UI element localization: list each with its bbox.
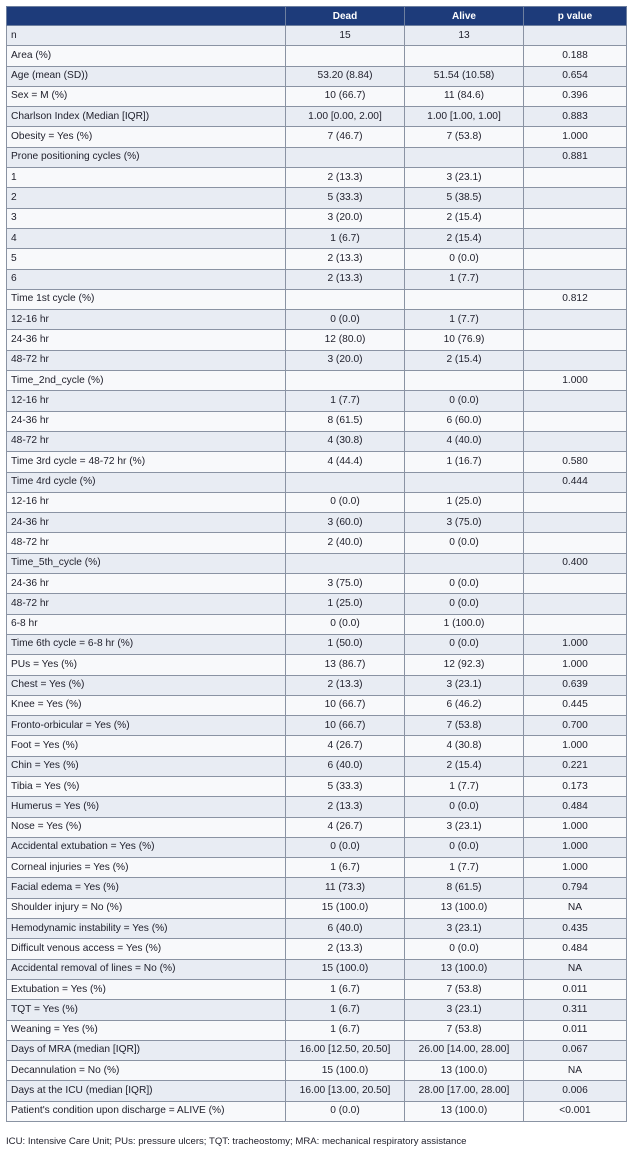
table-row	[7, 289, 627, 309]
table-row	[7, 513, 627, 533]
alive-cell: 0 (0.0)	[405, 837, 524, 857]
variable-cell: 24-36 hr	[7, 513, 286, 533]
variable-cell: Time 1st cycle (%)	[7, 289, 286, 309]
variable-cell: Days at the ICU (median [IQR])	[7, 1081, 286, 1101]
dead-cell: 1 (25.0)	[286, 594, 405, 614]
p-value-cell	[524, 26, 627, 46]
dead-cell: 1 (6.7)	[286, 228, 405, 248]
table-row	[7, 797, 627, 817]
table-row	[7, 168, 627, 188]
dead-cell: 7 (46.7)	[286, 127, 405, 147]
alive-cell: 1 (7.7)	[405, 269, 524, 289]
variable-cell: Knee = Yes (%)	[7, 695, 286, 715]
table-row	[7, 979, 627, 999]
variable-cell: 5	[7, 249, 286, 269]
table-row	[7, 1081, 627, 1101]
header-cell-dead: Dead	[286, 7, 405, 26]
table-row	[7, 350, 627, 370]
variable-cell: Chin = Yes (%)	[7, 756, 286, 776]
table-row	[7, 1101, 627, 1121]
alive-cell	[405, 46, 524, 66]
dead-cell: 2 (13.3)	[286, 249, 405, 269]
dead-cell: 3 (20.0)	[286, 350, 405, 370]
alive-cell: 1 (7.7)	[405, 776, 524, 796]
dead-cell: 5 (33.3)	[286, 188, 405, 208]
dead-cell: 10 (66.7)	[286, 86, 405, 106]
variable-cell: 6-8 hr	[7, 614, 286, 634]
p-value-cell: NA	[524, 1061, 627, 1081]
p-value-cell	[524, 411, 627, 431]
dead-cell: 1 (50.0)	[286, 634, 405, 654]
dead-cell: 0 (0.0)	[286, 1101, 405, 1121]
table-row	[7, 898, 627, 918]
variable-cell: Corneal injuries = Yes (%)	[7, 858, 286, 878]
table-row	[7, 249, 627, 269]
variable-cell: 24-36 hr	[7, 330, 286, 350]
table-row	[7, 919, 627, 939]
p-value-cell: 0.484	[524, 939, 627, 959]
table-row	[7, 1040, 627, 1060]
table-row	[7, 939, 627, 959]
variable-cell: TQT = Yes (%)	[7, 1000, 286, 1020]
alive-cell: 6 (60.0)	[405, 411, 524, 431]
table-container	[6, 6, 626, 1122]
p-value-cell: 0.484	[524, 797, 627, 817]
table-row	[7, 574, 627, 594]
alive-cell: 3 (23.1)	[405, 817, 524, 837]
alive-cell: 8 (61.5)	[405, 878, 524, 898]
table-row	[7, 878, 627, 898]
table-row	[7, 817, 627, 837]
p-value-cell	[524, 310, 627, 330]
p-value-cell	[524, 269, 627, 289]
table-row	[7, 553, 627, 573]
dead-cell: 0 (0.0)	[286, 837, 405, 857]
dead-cell	[286, 289, 405, 309]
p-value-cell	[524, 330, 627, 350]
table-row	[7, 776, 627, 796]
alive-cell: 0 (0.0)	[405, 939, 524, 959]
dead-cell: 0 (0.0)	[286, 614, 405, 634]
variable-cell: Prone positioning cycles (%)	[7, 147, 286, 167]
p-value-cell	[524, 391, 627, 411]
variable-cell: Weaning = Yes (%)	[7, 1020, 286, 1040]
dead-cell: 8 (61.5)	[286, 411, 405, 431]
alive-cell: 1 (7.7)	[405, 310, 524, 330]
variable-cell: Charlson Index (Median [IQR])	[7, 107, 286, 127]
p-value-cell: 1.000	[524, 736, 627, 756]
p-value-cell: 0.639	[524, 675, 627, 695]
dead-cell: 1 (6.7)	[286, 858, 405, 878]
alive-cell: 3 (23.1)	[405, 675, 524, 695]
header-cell-alive: Alive	[405, 7, 524, 26]
table-row	[7, 46, 627, 66]
dead-cell: 16.00 [12.50, 20.50]	[286, 1040, 405, 1060]
variable-cell: 12-16 hr	[7, 391, 286, 411]
p-value-cell: 0.011	[524, 979, 627, 999]
dead-cell	[286, 147, 405, 167]
table-row	[7, 1020, 627, 1040]
table-row	[7, 959, 627, 979]
p-value-cell	[524, 431, 627, 451]
alive-cell: 0 (0.0)	[405, 249, 524, 269]
p-value-cell: 0.881	[524, 147, 627, 167]
p-value-cell	[524, 513, 627, 533]
table-row	[7, 411, 627, 431]
variable-cell: Accidental removal of lines = No (%)	[7, 959, 286, 979]
data-table	[6, 6, 627, 1122]
header-cell-p-value: p value	[524, 7, 627, 26]
variable-cell: 48-72 hr	[7, 431, 286, 451]
variable-cell: 24-36 hr	[7, 411, 286, 431]
alive-cell	[405, 553, 524, 573]
p-value-cell: 0.011	[524, 1020, 627, 1040]
dead-cell: 3 (20.0)	[286, 208, 405, 228]
dead-cell: 1 (6.7)	[286, 1000, 405, 1020]
dead-cell: 53.20 (8.84)	[286, 66, 405, 86]
dead-cell: 15	[286, 26, 405, 46]
table-row	[7, 228, 627, 248]
p-value-cell: 1.000	[524, 655, 627, 675]
p-value-cell	[524, 249, 627, 269]
alive-cell: 51.54 (10.58)	[405, 66, 524, 86]
p-value-cell: 1.000	[524, 858, 627, 878]
p-value-cell: 0.067	[524, 1040, 627, 1060]
table-header	[7, 7, 627, 26]
table-row	[7, 675, 627, 695]
dead-cell: 4 (44.4)	[286, 452, 405, 472]
header-row	[7, 7, 627, 26]
variable-cell: 12-16 hr	[7, 310, 286, 330]
table-row	[7, 1000, 627, 1020]
p-value-cell: 0.445	[524, 695, 627, 715]
table-row	[7, 837, 627, 857]
alive-cell: 0 (0.0)	[405, 574, 524, 594]
variable-cell: Sex = M (%)	[7, 86, 286, 106]
dead-cell: 12 (80.0)	[286, 330, 405, 350]
table-row	[7, 858, 627, 878]
p-value-cell: 1.000	[524, 837, 627, 857]
table-row	[7, 107, 627, 127]
p-value-cell	[524, 350, 627, 370]
table-row	[7, 1061, 627, 1081]
p-value-cell: NA	[524, 898, 627, 918]
p-value-cell: 0.173	[524, 776, 627, 796]
table-row	[7, 756, 627, 776]
dead-cell: 13 (86.7)	[286, 655, 405, 675]
dead-cell: 15 (100.0)	[286, 959, 405, 979]
alive-cell: 26.00 [14.00, 28.00]	[405, 1040, 524, 1060]
variable-cell: Nose = Yes (%)	[7, 817, 286, 837]
table-row	[7, 472, 627, 492]
table-row	[7, 371, 627, 391]
p-value-cell: 1.000	[524, 817, 627, 837]
variable-cell: Patient's condition upon discharge = ALIVE (%)	[7, 1101, 286, 1121]
table-row	[7, 86, 627, 106]
dead-cell: 10 (66.7)	[286, 695, 405, 715]
p-value-cell: 0.006	[524, 1081, 627, 1101]
dead-cell: 4 (26.7)	[286, 736, 405, 756]
variable-cell: 1	[7, 168, 286, 188]
alive-cell: 4 (40.0)	[405, 431, 524, 451]
table-row	[7, 452, 627, 472]
dead-cell: 1 (6.7)	[286, 1020, 405, 1040]
dead-cell: 2 (40.0)	[286, 533, 405, 553]
dead-cell: 0 (0.0)	[286, 492, 405, 512]
p-value-cell: 0.794	[524, 878, 627, 898]
table-row	[7, 127, 627, 147]
alive-cell: 6 (46.2)	[405, 695, 524, 715]
dead-cell: 15 (100.0)	[286, 898, 405, 918]
alive-cell: 10 (76.9)	[405, 330, 524, 350]
table-row	[7, 492, 627, 512]
p-value-cell: 0.444	[524, 472, 627, 492]
variable-cell: n	[7, 26, 286, 46]
alive-cell: 2 (15.4)	[405, 208, 524, 228]
variable-cell: Accidental extubation = Yes (%)	[7, 837, 286, 857]
dead-cell: 5 (33.3)	[286, 776, 405, 796]
table-row	[7, 716, 627, 736]
dead-cell	[286, 46, 405, 66]
variable-cell: Decannulation = No (%)	[7, 1061, 286, 1081]
alive-cell: 1 (100.0)	[405, 614, 524, 634]
table-row	[7, 594, 627, 614]
alive-cell	[405, 371, 524, 391]
p-value-cell	[524, 492, 627, 512]
p-value-cell	[524, 208, 627, 228]
p-value-cell: 1.000	[524, 634, 627, 654]
table-row	[7, 391, 627, 411]
dead-cell: 10 (66.7)	[286, 716, 405, 736]
alive-cell	[405, 289, 524, 309]
p-value-cell: 0.700	[524, 716, 627, 736]
alive-cell: 4 (30.8)	[405, 736, 524, 756]
dead-cell	[286, 472, 405, 492]
alive-cell: 2 (15.4)	[405, 756, 524, 776]
variable-cell: 24-36 hr	[7, 574, 286, 594]
dead-cell: 6 (40.0)	[286, 919, 405, 939]
table-row	[7, 634, 627, 654]
p-value-cell	[524, 533, 627, 553]
dead-cell: 1 (6.7)	[286, 979, 405, 999]
alive-cell: 0 (0.0)	[405, 533, 524, 553]
p-value-cell: 0.812	[524, 289, 627, 309]
p-value-cell: 0.221	[524, 756, 627, 776]
dead-cell: 1 (7.7)	[286, 391, 405, 411]
p-value-cell: 0.311	[524, 1000, 627, 1020]
dead-cell: 2 (13.3)	[286, 168, 405, 188]
alive-cell: 3 (75.0)	[405, 513, 524, 533]
dead-cell: 16.00 [13.00, 20.50]	[286, 1081, 405, 1101]
variable-cell: 48-72 hr	[7, 533, 286, 553]
alive-cell: 0 (0.0)	[405, 797, 524, 817]
alive-cell: 3 (23.1)	[405, 168, 524, 188]
alive-cell: 0 (0.0)	[405, 634, 524, 654]
alive-cell: 1 (16.7)	[405, 452, 524, 472]
variable-cell: Time 4rd cycle (%)	[7, 472, 286, 492]
table-row	[7, 269, 627, 289]
header-cell-variable	[7, 7, 286, 26]
variable-cell: PUs = Yes (%)	[7, 655, 286, 675]
p-value-cell: <0.001	[524, 1101, 627, 1121]
dead-cell: 2 (13.3)	[286, 675, 405, 695]
p-value-cell: 1.000	[524, 127, 627, 147]
alive-cell: 28.00 [17.00, 28.00]	[405, 1081, 524, 1101]
table-row	[7, 147, 627, 167]
variable-cell: Time 6th cycle = 6-8 hr (%)	[7, 634, 286, 654]
dead-cell: 3 (75.0)	[286, 574, 405, 594]
alive-cell: 2 (15.4)	[405, 350, 524, 370]
alive-cell: 5 (38.5)	[405, 188, 524, 208]
dead-cell: 6 (40.0)	[286, 756, 405, 776]
table-row	[7, 330, 627, 350]
dead-cell: 15 (100.0)	[286, 1061, 405, 1081]
table-row	[7, 695, 627, 715]
variable-cell: Humerus = Yes (%)	[7, 797, 286, 817]
table-row	[7, 188, 627, 208]
alive-cell: 1 (25.0)	[405, 492, 524, 512]
dead-cell: 2 (13.3)	[286, 939, 405, 959]
alive-cell: 2 (15.4)	[405, 228, 524, 248]
p-value-cell: 0.188	[524, 46, 627, 66]
alive-cell: 13 (100.0)	[405, 959, 524, 979]
variable-cell: 12-16 hr	[7, 492, 286, 512]
variable-cell: 48-72 hr	[7, 594, 286, 614]
alive-cell: 12 (92.3)	[405, 655, 524, 675]
p-value-cell	[524, 594, 627, 614]
variable-cell: Foot = Yes (%)	[7, 736, 286, 756]
variable-cell: 4	[7, 228, 286, 248]
variable-cell: 3	[7, 208, 286, 228]
variable-cell: Shoulder injury = No (%)	[7, 898, 286, 918]
alive-cell: 0 (0.0)	[405, 594, 524, 614]
variable-cell: Time_2nd_cycle (%)	[7, 371, 286, 391]
dead-cell	[286, 553, 405, 573]
table-row	[7, 66, 627, 86]
variable-cell: Tibia = Yes (%)	[7, 776, 286, 796]
alive-cell: 3 (23.1)	[405, 1000, 524, 1020]
dead-cell: 4 (26.7)	[286, 817, 405, 837]
variable-cell: Days of MRA (median [IQR])	[7, 1040, 286, 1060]
variable-cell: Extubation = Yes (%)	[7, 979, 286, 999]
alive-cell: 7 (53.8)	[405, 127, 524, 147]
table-row	[7, 655, 627, 675]
variable-cell: Fronto-orbicular = Yes (%)	[7, 716, 286, 736]
table-row	[7, 26, 627, 46]
alive-cell: 13	[405, 26, 524, 46]
alive-cell: 13 (100.0)	[405, 1061, 524, 1081]
dead-cell: 2 (13.3)	[286, 797, 405, 817]
alive-cell: 1 (7.7)	[405, 858, 524, 878]
p-value-cell: 0.654	[524, 66, 627, 86]
p-value-cell	[524, 614, 627, 634]
alive-cell: 7 (53.8)	[405, 979, 524, 999]
table-row	[7, 310, 627, 330]
p-value-cell: NA	[524, 959, 627, 979]
dead-cell: 2 (13.3)	[286, 269, 405, 289]
variable-cell: Time 3rd cycle = 48-72 hr (%)	[7, 452, 286, 472]
dead-cell: 1.00 [0.00, 2.00]	[286, 107, 405, 127]
alive-cell: 7 (53.8)	[405, 716, 524, 736]
variable-cell: Hemodynamic instability = Yes (%)	[7, 919, 286, 939]
dead-cell: 4 (30.8)	[286, 431, 405, 451]
variable-cell: Chest = Yes (%)	[7, 675, 286, 695]
p-value-cell: 1.000	[524, 371, 627, 391]
variable-cell: Difficult venous access = Yes (%)	[7, 939, 286, 959]
dead-cell: 11 (73.3)	[286, 878, 405, 898]
table-row	[7, 533, 627, 553]
table-footnote: ICU: Intensive Care Unit; PUs: pressure ulcers; TQT: tracheostomy; MRA: mechanical respiratory assistance	[6, 1136, 467, 1147]
alive-cell: 3 (23.1)	[405, 919, 524, 939]
p-value-cell	[524, 188, 627, 208]
alive-cell	[405, 472, 524, 492]
variable-cell: 48-72 hr	[7, 350, 286, 370]
dead-cell	[286, 371, 405, 391]
dead-cell: 3 (60.0)	[286, 513, 405, 533]
p-value-cell: 0.435	[524, 919, 627, 939]
table-row	[7, 431, 627, 451]
alive-cell	[405, 147, 524, 167]
p-value-cell: 0.580	[524, 452, 627, 472]
alive-cell: 1.00 [1.00, 1.00]	[405, 107, 524, 127]
p-value-cell	[524, 168, 627, 188]
alive-cell: 13 (100.0)	[405, 1101, 524, 1121]
alive-cell: 13 (100.0)	[405, 898, 524, 918]
table-row	[7, 614, 627, 634]
alive-cell: 11 (84.6)	[405, 86, 524, 106]
alive-cell: 7 (53.8)	[405, 1020, 524, 1040]
table-row	[7, 208, 627, 228]
variable-cell: Obesity = Yes (%)	[7, 127, 286, 147]
dead-cell: 0 (0.0)	[286, 310, 405, 330]
p-value-cell	[524, 228, 627, 248]
variable-cell: Time_5th_cycle (%)	[7, 553, 286, 573]
variable-cell: Facial edema = Yes (%)	[7, 878, 286, 898]
p-value-cell: 0.396	[524, 86, 627, 106]
variable-cell: Age (mean (SD))	[7, 66, 286, 86]
variable-cell: 2	[7, 188, 286, 208]
variable-cell: Area (%)	[7, 46, 286, 66]
table-row	[7, 736, 627, 756]
alive-cell: 0 (0.0)	[405, 391, 524, 411]
p-value-cell: 0.883	[524, 107, 627, 127]
variable-cell: 6	[7, 269, 286, 289]
p-value-cell	[524, 574, 627, 594]
table-body	[7, 26, 627, 1122]
p-value-cell: 0.400	[524, 553, 627, 573]
